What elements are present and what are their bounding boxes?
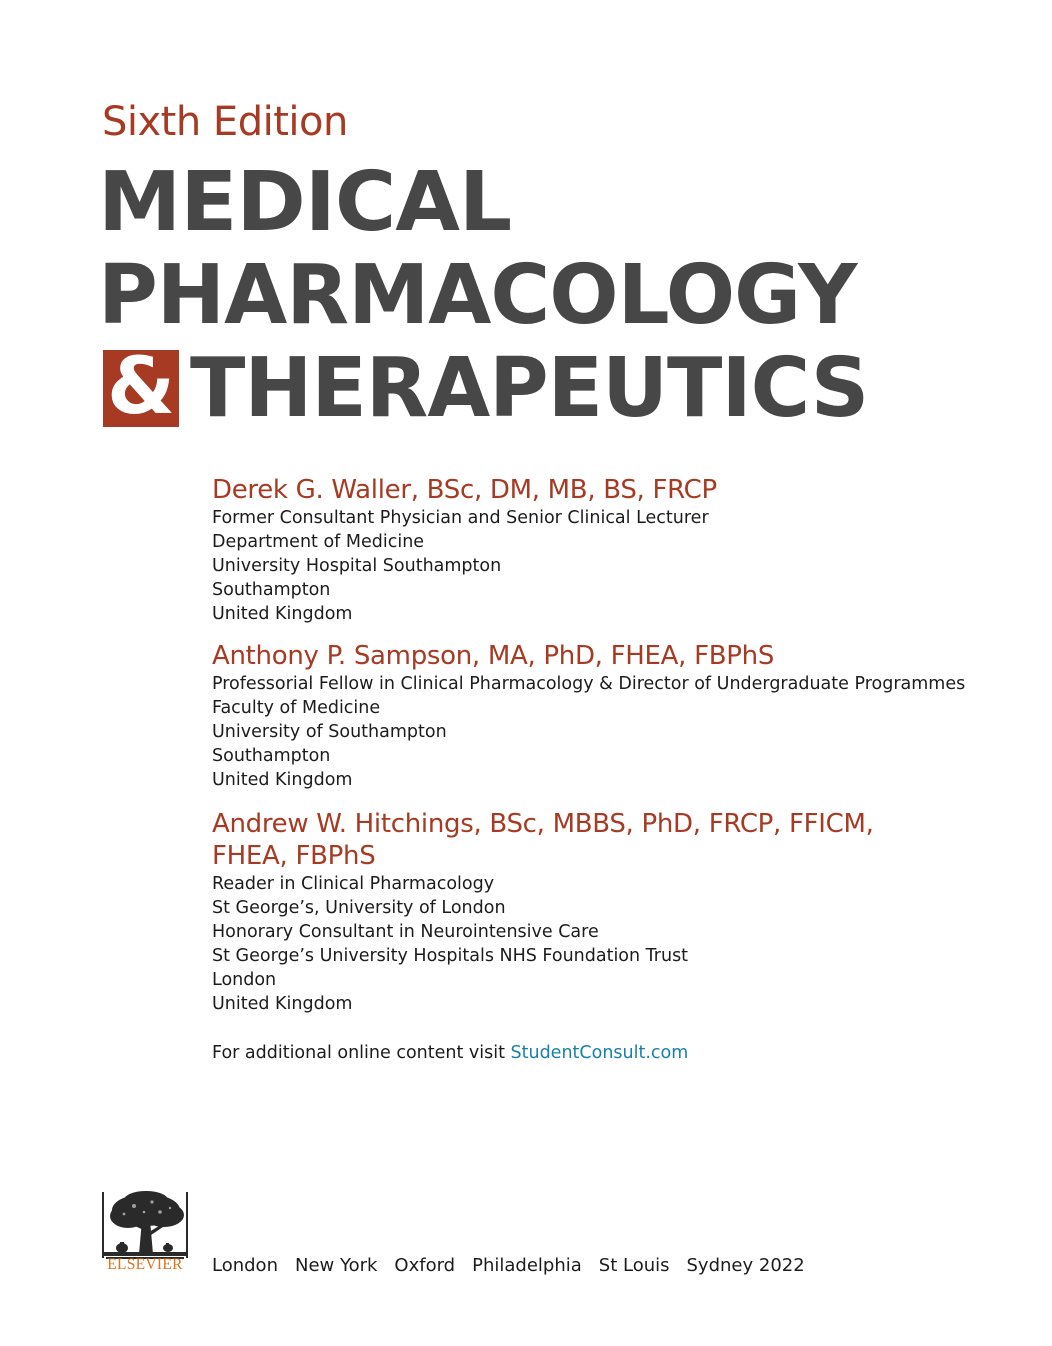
online-text: For additional online content visit	[212, 1043, 511, 1063]
title-line-pharmacology: PHARMACOLOGY	[98, 248, 857, 343]
ampersand-glyph: &	[106, 341, 176, 432]
affiliation-line: United Kingdom	[212, 994, 353, 1014]
affiliation-line: United Kingdom	[212, 604, 353, 624]
affiliation-line: Professorial Fellow in Clinical Pharmacology & Director of Undergraduate Programmes	[212, 674, 966, 694]
affiliation-line: Honorary Consultant in Neurointensive Care	[212, 922, 599, 942]
elsevier-wordmark: ELSEVIER	[107, 1256, 183, 1273]
author-name: Anthony P. Sampson, MA, PhD, FHEA, FBPhS	[212, 641, 775, 671]
affiliation-line: St George’s, University of London	[212, 898, 506, 918]
city-item: Oxford	[394, 1255, 456, 1276]
city-item: St Louis	[598, 1255, 670, 1276]
affiliation-line: Former Consultant Physician and Senior Clinical Lecturer	[212, 508, 709, 528]
author-name: Derek G. Waller, BSc, DM, MB, BS, FRCP	[212, 475, 717, 505]
city-item: Philadelphia	[472, 1255, 582, 1276]
publisher-cities	[212, 1254, 805, 1278]
city-item: Sydney 2022	[686, 1255, 805, 1276]
title-line-medical: MEDICAL	[98, 155, 512, 250]
affiliation-line: Southampton	[212, 746, 331, 766]
author-name-continued: FHEA, FBPhS	[212, 841, 376, 871]
author-block-hitchings	[212, 808, 874, 1016]
affiliation-line: Reader in Clinical Pharmacology	[212, 874, 495, 894]
city-item: London	[212, 1255, 278, 1276]
title-line-therapeutics: THERAPEUTICS	[190, 341, 869, 436]
student-consult-link[interactable]: StudentConsult.com	[510, 1043, 689, 1063]
affiliation-line: University of Southampton	[212, 722, 447, 742]
affiliation-line: Department of Medicine	[212, 532, 425, 552]
ampersand-box	[103, 341, 179, 432]
affiliation-line: United Kingdom	[212, 770, 353, 790]
edition-label: Sixth Edition	[102, 99, 348, 145]
affiliation-line: St George’s University Hospitals NHS Foundation Trust	[212, 946, 689, 966]
author-block-sampson	[212, 640, 965, 792]
affiliation-line: London	[212, 970, 277, 990]
affiliation-line: Faculty of Medicine	[212, 698, 381, 718]
city-item: New York	[294, 1255, 378, 1276]
affiliation-line: Southampton	[212, 580, 331, 600]
author-name: Andrew W. Hitchings, BSc, MBBS, PhD, FRCP, FFICM,	[212, 809, 874, 839]
author-block-waller	[212, 474, 717, 626]
affiliation-line: University Hospital Southampton	[212, 556, 502, 576]
online-content-note	[212, 1041, 688, 1065]
